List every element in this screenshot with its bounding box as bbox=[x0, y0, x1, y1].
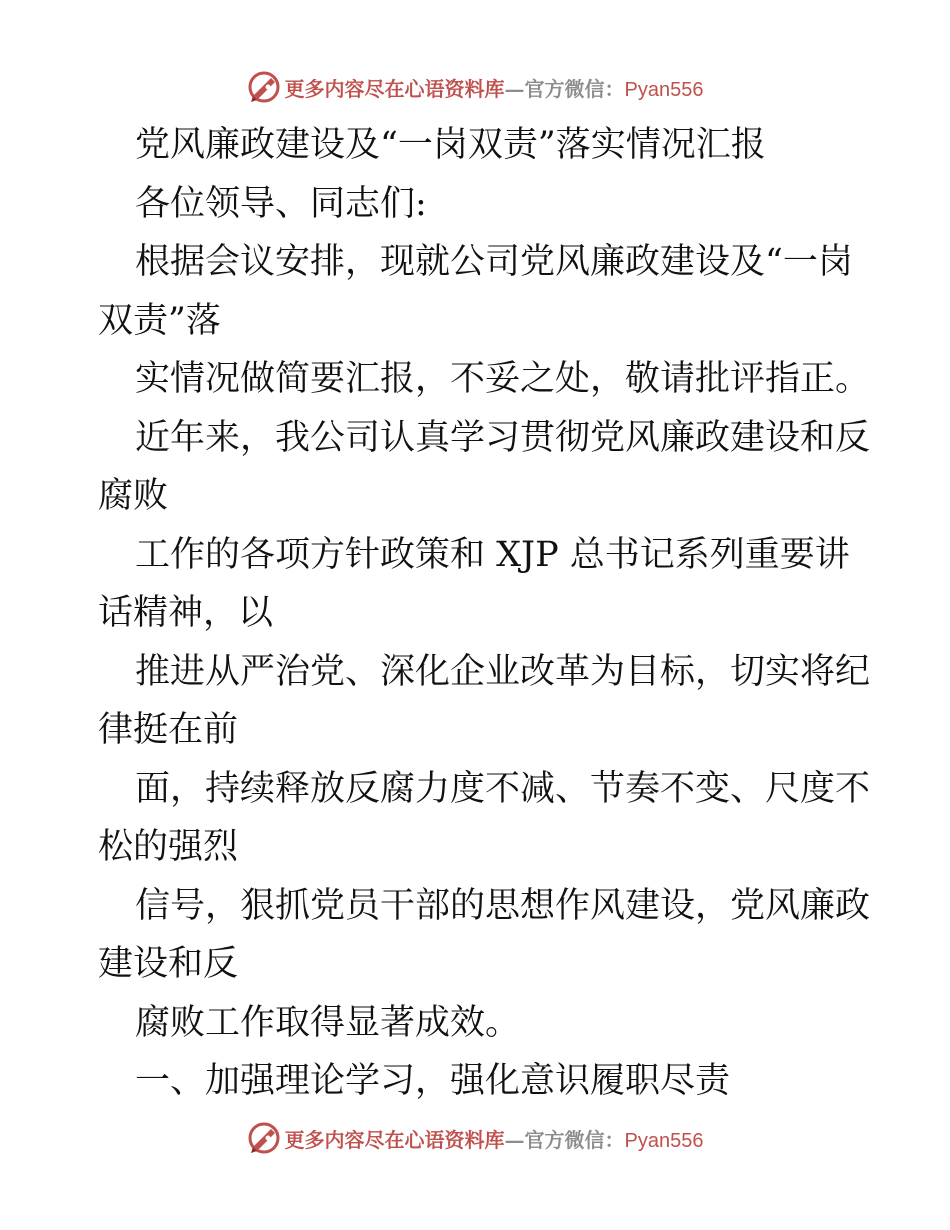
body-line: 腐败 bbox=[98, 476, 169, 516]
body-line: 律挺在前 bbox=[98, 710, 239, 750]
header-banner bbox=[0, 70, 950, 110]
body-line: 建设和反 bbox=[98, 944, 239, 984]
banner-wechat-id: Pyan556 bbox=[624, 78, 704, 101]
document-body bbox=[98, 116, 871, 1111]
banner-wechat-id: Pyan556 bbox=[624, 1129, 704, 1152]
body-line: 推进从严治党、深化企业改革为目标，切实将纪 bbox=[135, 651, 871, 692]
banner-dash: — bbox=[504, 76, 525, 101]
footer-banner bbox=[0, 1121, 950, 1161]
body-line: 工作的各项方针政策和 XJP 总书记系列重要讲 bbox=[135, 534, 850, 575]
body-line: 信号，狠抓党员干部的思想作风建设，党风廉政 bbox=[135, 885, 871, 926]
body-line: 根据会议安排，现就公司党风廉政建设及“一岗 bbox=[135, 242, 853, 282]
pen-logo-icon bbox=[247, 70, 281, 104]
body-line: 近年来，我公司认真学习贯彻党风廉政建设和反 bbox=[135, 417, 871, 458]
pen-logo-icon bbox=[247, 1121, 281, 1155]
banner-slogan: 更多内容尽在心语资料库 bbox=[284, 76, 505, 101]
banner-slogan: 更多内容尽在心语资料库 bbox=[284, 1127, 505, 1152]
body-line: 话精神，以 bbox=[98, 593, 274, 633]
body-line: 腐败工作取得显著成效。 bbox=[135, 1002, 521, 1043]
banner-wechat-label: 官方微信： bbox=[524, 1127, 625, 1152]
banner-wechat-label: 官方微信： bbox=[524, 76, 625, 101]
document-title: 党风廉政建设及“一岗双责”落实情况汇报 bbox=[135, 125, 766, 165]
body-line: 松的强烈 bbox=[98, 827, 239, 867]
section-heading: 一、加强理论学习，强化意识履职尽责 bbox=[135, 1061, 731, 1101]
banner-dash: — bbox=[504, 1127, 525, 1152]
body-line: 实情况做简要汇报，不妥之处，敬请批评指正。 bbox=[135, 359, 871, 399]
salutation: 各位领导、同志们: bbox=[135, 183, 427, 224]
body-line: 双责”落 bbox=[98, 300, 221, 341]
body-line: 面，持续释放反腐力度不减、节奏不变、尺度不 bbox=[135, 768, 871, 809]
